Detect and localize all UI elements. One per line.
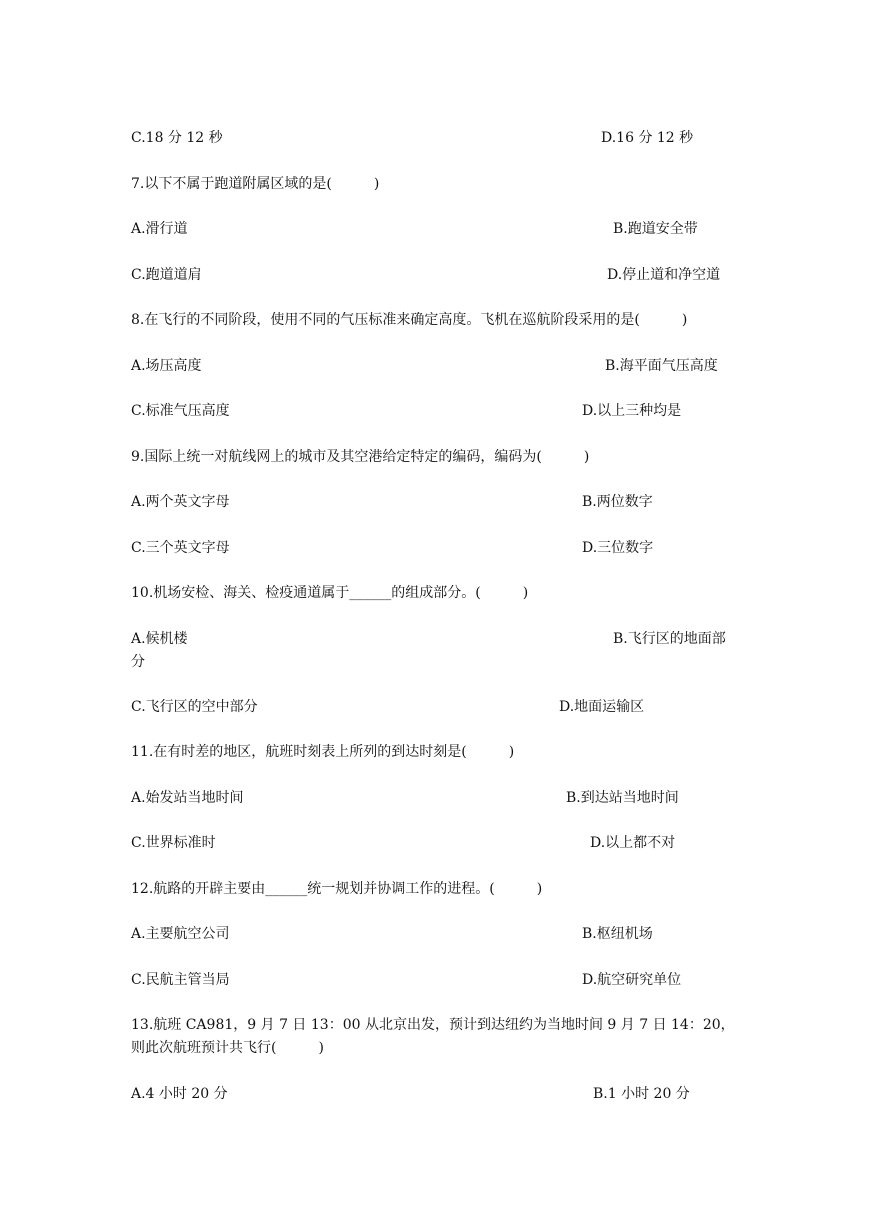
option-c: C.18 分 12 秒 xyxy=(131,130,223,146)
option-c: C.世界标准时 xyxy=(131,835,216,851)
option-d: D.三位数字 xyxy=(582,540,654,556)
question-12: 12.航路的开辟主要由______统一规划并协调工作的进程。( ) xyxy=(131,881,543,897)
option-d: D.以上三种均是 xyxy=(582,403,682,419)
option-a: A.候机楼 xyxy=(131,631,188,647)
option-c: C.跑道道肩 xyxy=(131,267,202,283)
option-b: B.1 小时 20 分 xyxy=(593,1086,690,1102)
option-b: B.枢纽机场 xyxy=(582,926,653,942)
option-d: D.16 分 12 秒 xyxy=(601,130,694,146)
option-a: A.场压高度 xyxy=(131,358,202,374)
option-c: C.三个英文字母 xyxy=(131,540,230,556)
option-a: A.始发站当地时间 xyxy=(131,790,244,806)
option-b-continued: 分 xyxy=(131,654,145,670)
option-b: B.海平面气压高度 xyxy=(605,358,718,374)
option-b: B.到达站当地时间 xyxy=(566,790,679,806)
question-13-line-2: 则此次航班预计共飞行( ) xyxy=(131,1040,324,1056)
option-a: A.滑行道 xyxy=(131,221,188,237)
question-13-line-1: 13.航班 CA981，9 月 7 日 13：00 从北京出发，预计到达纽约为当地时间 9 月 7 日 14：20， xyxy=(131,1017,735,1033)
option-d: D.航空研究单位 xyxy=(582,972,682,988)
option-b: B.两位数字 xyxy=(582,494,653,510)
option-c: C.飞行区的空中部分 xyxy=(131,699,258,715)
option-b: B.跑道安全带 xyxy=(613,221,698,237)
option-a: A.两个英文字母 xyxy=(131,494,230,510)
question-9: 9.国际上统一对航线网上的城市及其空港给定特定的编码，编码为( ) xyxy=(131,449,590,465)
option-c: C.标准气压高度 xyxy=(131,403,230,419)
question-10: 10.机场安检、海关、检疫通道属于______的组成部分。( ) xyxy=(131,585,529,601)
option-a: A.4 小时 20 分 xyxy=(131,1086,228,1102)
question-7: 7.以下不属于跑道附属区域的是( ) xyxy=(131,176,380,192)
option-d: D.停止道和净空道 xyxy=(607,267,721,283)
option-d: D.以上都不对 xyxy=(590,835,676,851)
option-b: B.飞行区的地面部 xyxy=(613,631,726,647)
option-c: C.民航主管当局 xyxy=(131,972,230,988)
question-11: 11.在有时差的地区，航班时刻表上所列的到达时刻是( ) xyxy=(131,744,515,760)
question-8: 8.在飞行的不同阶段，使用不同的气压标准来确定高度。飞机在巡航阶段采用的是( ) xyxy=(131,312,688,328)
option-a: A.主要航空公司 xyxy=(131,926,230,942)
option-d: D.地面运输区 xyxy=(559,699,645,715)
